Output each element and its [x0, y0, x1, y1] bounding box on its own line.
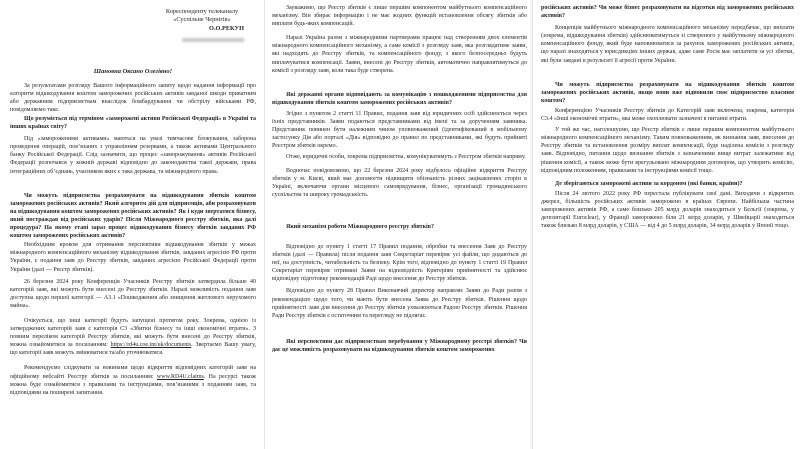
recipient-name: О.О.РЕКУН: [209, 24, 244, 32]
answer-paragraph: Згідно з пунктом 2 статті 11 Правил, подання заяв від юридичних осіб здійснюється через їхніх представників. Заяви подаються представниками від імені та за дорученням заявника. Представник повинен бути належним чином уповноважений (ідентифікований в мобільному застосунку Дія або порталі «Дія» відповідно до правил по представниками, які будуть прийняті Реєстром збитків окремо.: [272, 110, 527, 150]
question-heading: Які перспективи дає підприємствам перебування у Міжнародному реєстрі збитків? Чи дає це можливість розраховувати на відшкодування збитків коштом заморожених: [272, 338, 527, 353]
answer-paragraph: Отже, юридичні особи, зокрема підприємства, комунікуватимуть з Реєстром збитків напряму.: [286, 154, 526, 161]
answer-paragraph: Наразі Україна разом з міжнародними партнерами працює над створенням двох елементів міжнародного компенсаційного механізму, а саме комісії з розгляду заяв, яка розглядатиме заяви, які надходять до Реєстру збитків, та компенсаційного фонду, з якого безпосередньо будуть виплачуватися компенсації. Заяви, внесені до Реєстру збитків, автоматично направлятимуться до комісії з розгляду заяв, коли така буде створена.: [272, 35, 527, 74]
recipient-line: «Суспільне Чернігів»: [173, 16, 231, 24]
paragraph-text: . На ресурсі також можна буде ознайомитися з правилами та інструкціями, пов’язаними з поданням заяв, та відповідями на поширені запитання.: [10, 373, 257, 396]
document-page-3: [532, 0, 800, 449]
paragraph-text: Рекомендуємо слідкувати за новинами щодо відкриття відповідних категорій заяв на офіційному вебсайті Реєстру збитків за посиланням:: [10, 365, 256, 380]
redacted-email: [182, 38, 244, 42]
answer-paragraph: 26 березня 2024 року Конференція Учасників Реєстру збитків затвердила більше 40 категорій заяв, які можуть бути внесені до Реєстру збитків. Наразі можливість подання заяв доступна щодо першої категорії — А3.1 «Пошкодження або знищення житлового нерухомого майна».: [10, 278, 256, 309]
answer-paragraph: Конференцією Учасників Реєстру збитків до Категорій заяв включена, зокрема, категорія С3.4 «Інші економічні втрати», яка може охоплювати зазначені в питанні втрати.: [541, 107, 794, 123]
question-heading: російських активів? Чи може бізнес розраховувати на відсотки від заморожених російських активів?: [541, 5, 794, 20]
answer-paragraph: Відповідно до пункту 1 статті 17 Правил подання, обробки та внесення Заяв до Реєстру збитків (далі — Правила) після подання заяв Секретаріат перевіряє усі файли, що додаються до неї, на доступність, читабельність та безпеку. Крім того, відповідно до пункту 1 статті 19 Правил Секретаріат перевіряє отримані Заяви на відповідність Критеріям прийнятності та здійснює відповідну підготовку рекомендацій Раді щодо внесення до Реєстру збитків.: [272, 243, 527, 283]
answer-paragraph: У той же час, наголошуємо, що Реєстр збитків є лише першим компонентом майбутнього міжнародного компенсаційного механізму. Таким повноваженням, як визнання заяв, внесення до Реєстру збитків та встановлення розміру виплат компенсації, буде наділена комісія з розгляду заяв. Відповідно, питання щодо визнання збитків з зазначеними вище витрат залежатиме від рішення комісії, а також може бути врегульовано міжнародним договором, що утворить комісію, відповідним положенням, правилами та інструкціями комісії тощо.: [541, 127, 794, 174]
question-heading: Чи можуть підприємства розраховувати на відшкодування збитків коштом заморожених російських активів? Який алгоритм дій для підприємців, аби розраховувати на відшкодування коштом заморожених російських активів? Як і куди звертатися бізнесу, який постраждав від російських ударів? Після Міжнародного реєстру збитків, яка далі процедура? На якому етапі зараз процес відшкодування бізнесу збитків завданих РФ коштом заморожених російських активів?: [10, 192, 256, 240]
question-heading: Чи можуть підприємства розраховувати на відшкодування збитків коштом заморожених російських активів, якщо вони вже відновили своє підприємство власним коштом?: [541, 81, 794, 104]
answer-paragraph: [10, 364, 256, 396]
answer-paragraph: Після 24 лютого 2022 року РФ перестала публікувати свої дані. Виходячи з відкритих джерел, більшість російських активів заморожено в країнах Європи. Найбільша частина заморожених активів РФ, а саме близько 205 млрд доларів знаходиться у Бельгії (зокрема, у депозитарії Euroclear), у Франції заморожено біля 21 млрд доларів, у Швейцарії знаходиться також близько 8 млрд доларів, у США — від 4 до 5 млрд доларів, 34 млрд доларів у Японії тощо.: [541, 190, 794, 230]
answer-paragraph: Концепція майбутнього міжнародного компенсаційного механізму передбачає, що виплати (зокрема, відшкодування збитків) здійснюватимуться зі створеного у майбутньому міжнародного компенсаційного фонду, який буде наповнюватися за рахунок заморожених російських активів, що наразі знаходяться у юрисдикціях інших держав, адже саме Росія має заплатити за усі збитки, які були завдані в результаті її агресії проти України.: [541, 25, 794, 64]
answer-paragraph: Водночас повідомляємо, що 22 березня 2024 року відбулось офіційне відкриття Реєстру збитків у м. Києві, який має допомогти підвищити обізнаність різних зацікавлених сторін в Україні, включаючи органи місцевого самоврядування, бізнес, організації громадянського суспільства та широку громадськість.: [272, 167, 527, 198]
answer-paragraph: Під «замороженими активами» маються на увазі тимчасове блокування, заборона проведення операцій, пов’язаних з управлінням резервами, а також активами Центрального банку Російської Федерації. Слід зазначити, що процес «заморожування» активів Російської Федерації розпочався у кожній державі відповідно до законодавства такої держави, права інтеграційних об’єднань, учасником яких є така держава, та міжнародного права.: [10, 136, 256, 175]
register-website-link: www.RD4U.claims: [156, 373, 204, 380]
paragraph-text: . Звертаємо Вашу увагу, що категорії заяв можуть змінюватися та/або уточнюватися.: [10, 342, 257, 357]
answer-paragraph: Необхідним кроком для отримання перспективи відшкодування збитків у межах міжнародного компенсаційного механізму відшкодування збитків, завданих агресією РФ проти України, є подання заяв до Реєстру збитків, завданих агресією Російської Федерації проти України (далі — Реєстр збитків).: [10, 242, 256, 273]
documents-link: https://rd4u.coe.int/uk/documents: [110, 342, 192, 349]
answer-paragraph: Відповідно до пункту 28 Правил Виконавчий директор направляє Заяви до Ради разом з рекомендацією щодо того, чи мають бути внесена Заява до Реєстру збитків. Рішення щодо прийнятності заяв для внесення до Реєстру збитків ухвалюються Радою Реєстру збитків. Рішення Ради Реєстру збитків є остаточним та перегляду не підлягає.: [272, 288, 527, 319]
answer-paragraph: [10, 317, 256, 357]
answer-paragraph: Зауважимо, що Реєстр збитків є лише першим компонентом майбутнього компенсаційного механізму. Він збирає інформацію і не має жодних функцій встановлення обсягу збитків або виплати будь-яких компенсацій.: [272, 5, 527, 28]
recipient-block: [152, 0, 252, 42]
intro-paragraph: За результатами розгляду Вашого інформаційного запиту щодо надання інформації про алгоритм відшкодування коштом заморожених російських активів завданої шкоди приватним або державним підприємствам внаслідок бомбардування чи обстрілу військами РФ, повідомляємо таке.: [10, 82, 256, 113]
recipient-line: Кореспонденту телеканалу: [165, 8, 239, 15]
question-heading: Які державні органи відповідають за комунікацію з пошкодженими підприємства для відшкодування збитків коштом заморожених російських активів?: [272, 91, 527, 106]
paragraph-text: Очікується, що інші категорії будуть запущені протягом року. Зокрема, однією із затверджених категорій заяв є категорія С3 «Збитки бізнесу та інші економічні втрати». З повним переліком категорій Реєстру збитків, які можуть бути внесені до Реєстру збитків, можна ознайомитися за посиланням:: [10, 317, 256, 349]
document-page-2: [264, 0, 532, 449]
question-heading: Що розуміється під терміном «заморожені активи Російської Федерації» в Україні та інших країнах світу?: [10, 116, 256, 131]
document-page-1: [0, 0, 263, 449]
question-heading: Де зберігаються заморожені активи за кордоном (які банки, країни)?: [555, 180, 743, 187]
question-heading: Який механізм роботи Міжнародного реєстру збитків?: [286, 223, 434, 230]
greeting: Шановна Оксано Олегівно!: [93, 68, 173, 76]
